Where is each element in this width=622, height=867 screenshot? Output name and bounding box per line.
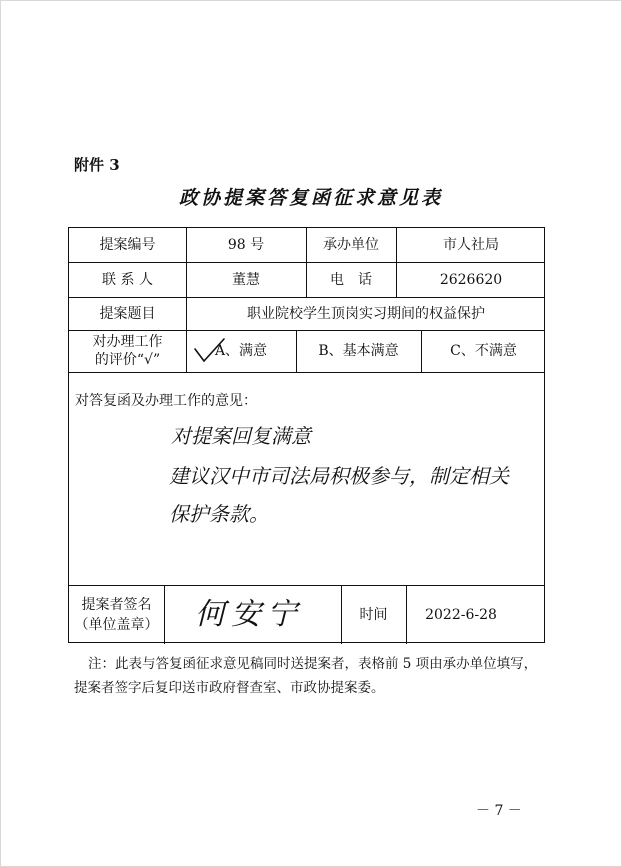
handwritten-signature: 何安宁 (195, 596, 303, 632)
phone-value: 2626620 (439, 271, 503, 288)
footnote: 注：此表与答复函征求意见稿同时送提案者，表格前 5 项由承办单位填写，提案者签字后复印送市政府督查室、市政协提案委。 (74, 656, 538, 696)
handling-unit-value: 市人社局 (443, 237, 499, 253)
proposal-number-value: 98 号 (227, 237, 265, 253)
evaluation-label-line2: 的评价“√” (94, 352, 161, 368)
handwritten-opinion-line2: 建议汉中市司法局积极参与，制定相关 (169, 464, 509, 488)
time-label: 时间 (359, 606, 388, 623)
handwritten-opinion-line1: 对提案回复满意 (171, 424, 311, 448)
attachment-label: 附件 3 (74, 156, 120, 174)
option-not-satisfied[interactable]: C、不满意 (450, 343, 517, 359)
evaluation-label-line1: 对办理工作 (92, 334, 163, 350)
signature-label (69, 585, 164, 644)
evaluation-label (69, 330, 186, 372)
phone-label: 电 话 (330, 271, 372, 288)
proposal-number-label: 提案编号 (99, 237, 156, 253)
handling-unit-label: 承办单位 (323, 237, 379, 253)
handwritten-opinion-line3: 保护条款。 (169, 502, 269, 526)
time-value: 2022-6-28 (425, 606, 497, 623)
signature-label-line2: （单位盖章） (74, 616, 159, 633)
opinion-label: 对答复函及办理工作的意见： (75, 393, 257, 409)
proposal-topic-label: 提案题目 (99, 305, 156, 322)
feedback-form-table (68, 227, 545, 643)
option-basically-satisfied[interactable]: B、基本满意 (318, 343, 399, 359)
signature-label-line1: 提案者签名 (81, 596, 152, 613)
contact-person-label: 联 系 人 (102, 271, 153, 288)
page-number: － 7 － (476, 803, 522, 819)
proposal-topic-value: 职业院校学生顶岗实习期间的权益保护 (247, 305, 485, 322)
check-mark-icon (191, 336, 227, 366)
contact-person-value: 董慧 (232, 271, 260, 288)
document-title: 政协提案答复函征求意见表 (178, 187, 443, 209)
option-satisfied-label: A、满意 (214, 343, 268, 359)
